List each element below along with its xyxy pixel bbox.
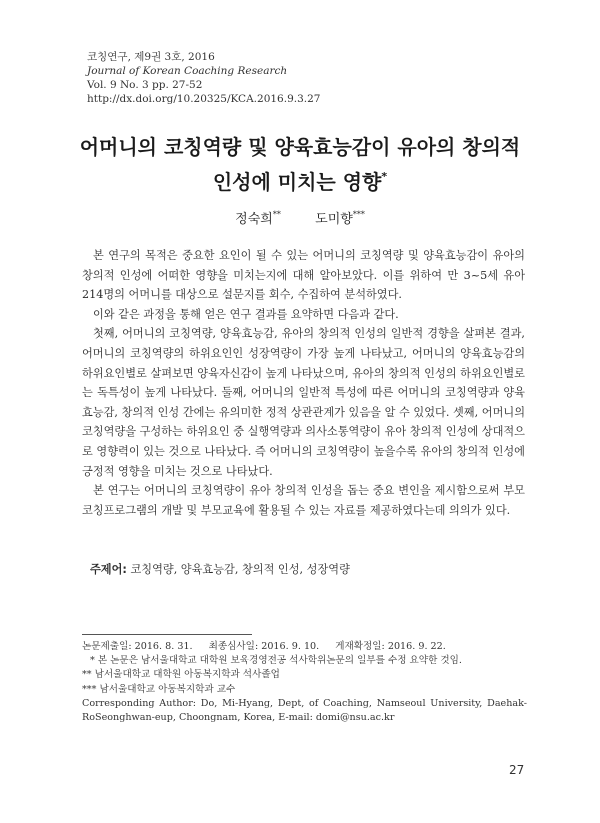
volume-pages: Vol. 9 No. 3 pp. 27-52: [87, 79, 203, 91]
keywords-text: 코칭역량, 양육효능감, 창의적 인성, 성장역량: [130, 563, 350, 576]
title-line-1: 어머니의 코칭역량 및 양육효능감이 유아의 창의적: [79, 135, 521, 159]
submitted-date: 논문제출일: 2016. 8. 31.: [82, 641, 193, 652]
footnote-second-author: *** 남서울대학교 아동복지학과 교수: [82, 683, 236, 695]
paper-title: [0, 132, 600, 197]
reviewed-date: 최종심사일: 2016. 9. 10.: [208, 641, 320, 652]
title-footnote-marker: *: [381, 170, 388, 183]
journal-korean-citation: 코칭연구, 제9권 3호, 2016: [87, 51, 215, 63]
author-name: 도미향: [315, 212, 353, 227]
abstract-paragraph: 본 연구의 목적은 중요한 요인이 될 수 있는 어머니의 코칭역량 및 양육효능감이 유아의 창의적 인성에 어떠한 영향을 미치는지에 대해 알아보았다. 이를 위하여 만 3~5세 유아 214명의 어머니를 대상으로 설문지를 회수, 수집하여 분석하였다.: [82, 249, 525, 302]
author-marker: ***: [352, 210, 365, 219]
submission-dates: [82, 640, 527, 654]
abstract-paragraph: 이와 같은 과정을 통해 얻은 연구 결과를 요약하면 다음과 같다.: [93, 307, 399, 321]
footnote-first-author: ** 남서울대학교 대학원 아동복지학과 석사졸업: [82, 669, 280, 681]
footnotes: [82, 640, 527, 725]
abstract: [82, 246, 525, 520]
footnote-divider: [82, 634, 252, 635]
corresponding-author: Corresponding Author: Do, Mi-Hyang, Dept, of Coaching, Namseoul University, Daehak-RoSeonghwan-eup, Choongnam, Korea, E-mail: domi@nsu.ac.kr: [82, 697, 527, 724]
abstract-paragraph: 본 연구는 어머니의 코칭역량이 유아 창의적 인성을 돕는 중요 변인을 제시함으로써 부모코칭프로그램의 개발 및 부모교육에 활용될 수 있는 자료를 제공하였다는데 의의가 있다.: [82, 484, 525, 517]
page-number: 27: [509, 763, 525, 777]
author-name: 정숙희: [235, 212, 273, 227]
journal-english-title: Journal of Korean Coaching Research: [87, 65, 288, 77]
keywords-label: 주제어:: [90, 563, 127, 576]
title-line-2: [0, 162, 600, 197]
keywords: [90, 561, 350, 577]
author-marker: **: [272, 210, 281, 219]
title-line-2-text: 인성에 미치는 영향: [212, 170, 382, 194]
footnote-thesis: * 본 논문은 남서울대학교 대학원 보육경영전공 석사학위논문의 일부를 수정 요약한 것임.: [90, 655, 462, 667]
accepted-date: 게재확정일: 2016. 9. 22.: [335, 641, 446, 652]
journal-header: [87, 50, 320, 106]
author-list: [0, 208, 600, 227]
doi-link[interactable]: http://dx.doi.org/10.20325/KCA.2016.9.3.27: [87, 93, 321, 105]
abstract-paragraph: 첫째, 어머니의 코칭역량, 양육효능감, 유아의 창의적 인성의 일반적 경향을 살펴본 결과, 어머니의 코칭역량의 하위요인인 성장역량이 가장 높게 나타났고, 어머니의 양육효능감의 하위요인별로 살펴보면 양육자신감이 높게 나타났으며, 유아의 창의적 인성의 하위요인별로는 독특성이 높게 나타났다. 둘째, 어머니의 일반적 특성에 따른 어머니의 코칭역량과 양육효능감, 창의적 인성 간에는 유의미한 정적 상관관계가 있음을 알 수 있었다. 셋째, 어머니의 코칭역량을 구성하는 하위요인 중 실행역량과 의사소통역량이 유아 창의적 인성에 상대적으로 영향력이 있는 것으로 나타났다. 즉 어머니의 코칭역량이 높을수록 유아의 창의적 인성에 긍정적 영향을 미치는 것으로 나타났다.: [82, 327, 525, 478]
